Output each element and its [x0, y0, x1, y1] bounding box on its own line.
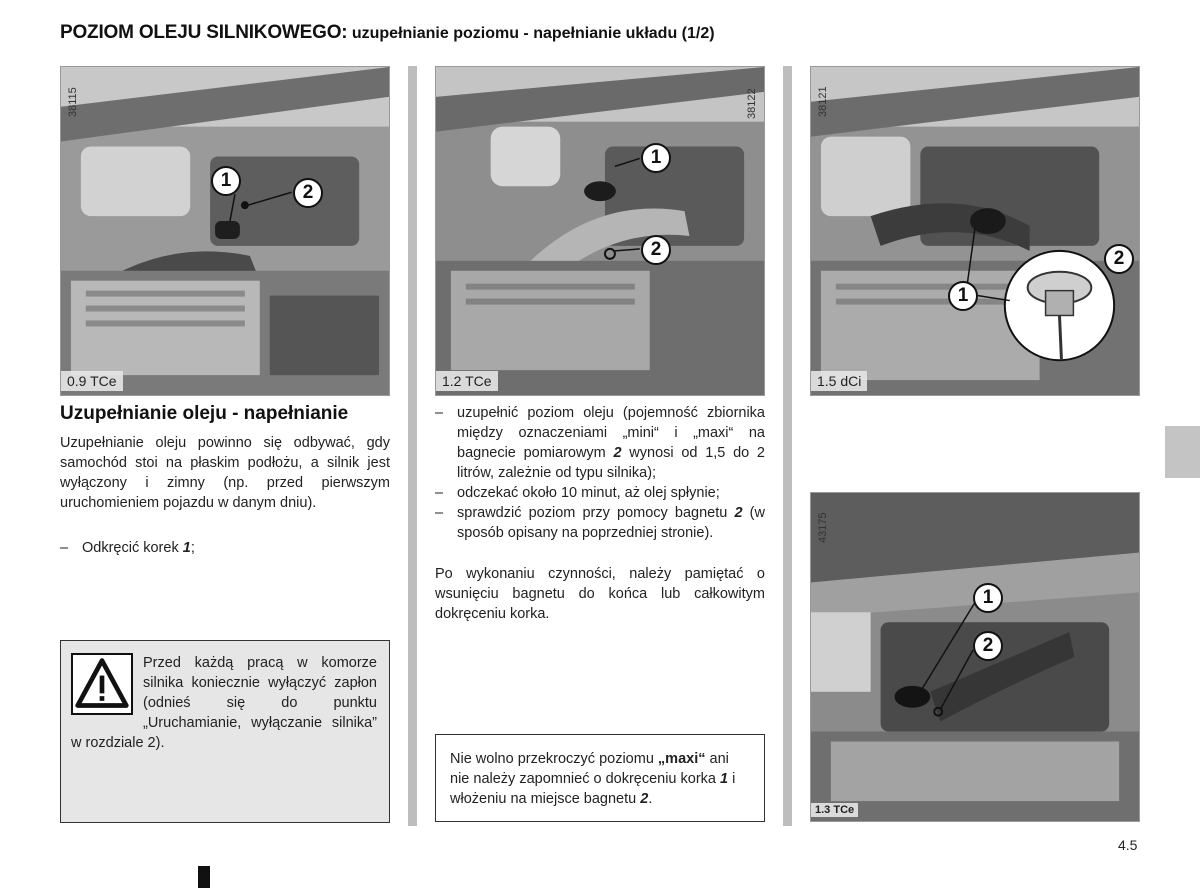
chapter-tab	[1165, 426, 1200, 478]
engine-label: 1.5 dCi	[811, 371, 867, 391]
ref-cap: 1	[720, 771, 729, 787]
engine-bay-illustration	[811, 67, 1139, 395]
engine-label: 1.2 TCe	[436, 371, 498, 391]
photo-ref-number: 38122	[746, 88, 758, 119]
list-dash: –	[435, 405, 444, 421]
list-dash: –	[435, 505, 444, 521]
callout-1: 1	[211, 166, 241, 196]
list-item: – Odkręcić korek 1;	[60, 540, 195, 556]
note-box	[435, 734, 765, 822]
section-heading: Uzupełnianie oleju - napełnianie	[60, 403, 349, 424]
warning-box	[60, 640, 390, 823]
engine-label: 0.9 TCe	[61, 371, 123, 391]
intro-text: Uzupełnianie oleju powinno się odbywać, gdy samochód stoi na płaskim podłożu, a silnik jest wyłączony i zimny (np. przed pierwszym uruchomieniem pojazdu w danym dniu).	[60, 435, 390, 511]
callout-1: 1	[641, 143, 671, 173]
print-mark	[198, 866, 210, 888]
list-dash: –	[60, 540, 69, 556]
engine-photo-13tce	[810, 492, 1140, 822]
ref-cap: 1	[182, 540, 191, 556]
engine-photo-15dci	[810, 66, 1140, 396]
page-number: 4.5	[1118, 837, 1138, 853]
callout-2: 2	[293, 178, 323, 208]
step-list-col2	[435, 403, 765, 543]
list-item: – odczekać około 10 minut, aż olej spłynie;	[435, 485, 720, 501]
engine-bay-illustration	[436, 67, 764, 395]
engine-bay-illustration	[811, 493, 1139, 821]
callout-2: 2	[973, 631, 1003, 661]
engine-label: 1.3 TCe	[811, 803, 858, 817]
list-dash: –	[435, 485, 444, 501]
list-item: – sprawdzić poziom przy pomocy bagnetu 2 (w sposób opisany na poprzedniej stronie).	[435, 505, 765, 541]
closing-paragraph	[435, 564, 765, 624]
photo-ref-number: 43175	[817, 512, 829, 543]
warning-text: Przed każdą pracą w komorze silnika koniecznie wyłączyć zapłon (odnieś się do punktu „Uruchamianie, wyłączanie silnika” w rozdziale 2).	[71, 655, 377, 751]
column-divider-right	[783, 66, 792, 826]
intro-paragraph	[60, 433, 390, 513]
callout-2: 2	[641, 235, 671, 265]
page-title-main: POZIOM OLEJU SILNIKOWEGO:	[60, 22, 348, 43]
callout-1: 1	[973, 583, 1003, 613]
page-title	[60, 22, 715, 44]
photo-ref-number: 38121	[817, 86, 829, 117]
engine-photo-12tce	[435, 66, 765, 396]
note-maxi: „maxi“	[657, 751, 706, 767]
photo-ref-number: 38115	[67, 87, 79, 117]
callout-1: 1	[948, 281, 978, 311]
ref-dipstick: 2	[613, 445, 622, 461]
step-list-col1	[60, 538, 390, 558]
page-title-sub: uzupełnianie poziomu - napełnianie układu (1/2)	[351, 25, 715, 42]
closing-text: Po wykonaniu czynności, należy pamiętać o wsunięciu bagnetu do końca lub całkowitym dokręceniu korka.	[435, 566, 765, 622]
note-text: Nie wolno przekroczyć poziomu „maxi“ ani nie należy zapomnieć o dokręceniu korka 1 i włożeniu na miejsce bagnetu 2.	[450, 751, 736, 807]
ref-dipstick: 2	[640, 791, 649, 807]
engine-photo-09tce	[60, 66, 390, 396]
list-item: – uzupełnić poziom oleju (pojemność zbiornika między oznaczeniami „mini“ i „maxi“ na bagnecie pomiarowym 2 wynosi od 1,5 do 2 litrów, zależnie od typu silnika);	[435, 405, 765, 481]
engine-bay-illustration	[61, 67, 389, 395]
column-divider-left	[408, 66, 417, 826]
ref-dipstick: 2	[734, 505, 743, 521]
callout-2: 2	[1104, 244, 1134, 274]
